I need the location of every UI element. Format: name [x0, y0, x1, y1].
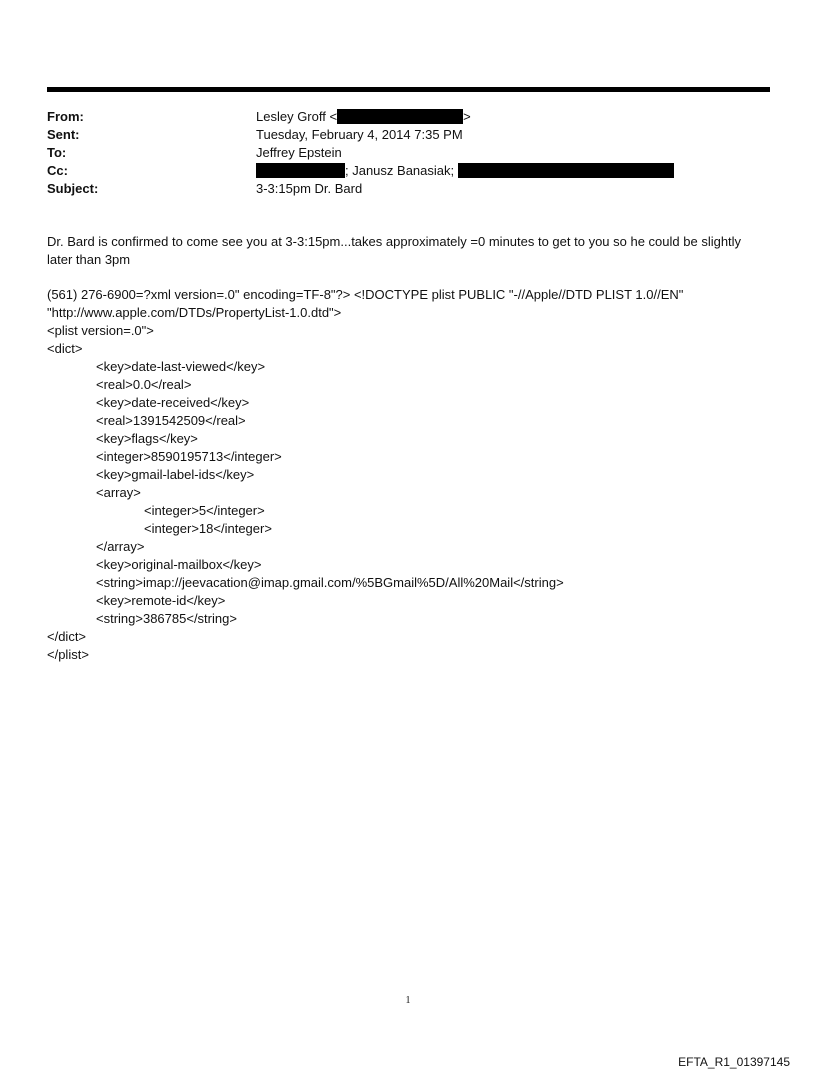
plist-line: <key>original-mailbox</key> — [96, 557, 262, 572]
message-line: later than 3pm — [47, 252, 131, 267]
plist-line: <key>remote-id</key> — [96, 593, 226, 608]
cc-label: Cc: — [47, 163, 68, 178]
from-row — [47, 108, 770, 126]
subject-value: 3-3:15pm Dr. Bard — [256, 181, 363, 196]
plist-line: <plist version=.0"> — [47, 323, 154, 338]
plist-line: <array> — [96, 485, 141, 500]
plist-line: <integer>5</integer> — [144, 503, 265, 518]
plist-line: <key>date-received</key> — [96, 395, 250, 410]
plist-line: <integer>8590195713</integer> — [96, 449, 282, 464]
from-value — [256, 108, 471, 126]
page-number: 1 — [405, 995, 411, 1006]
from-label: From: — [47, 109, 84, 124]
to-row — [47, 144, 770, 162]
document-id: EFTA_R1_01397145 — [678, 1055, 790, 1069]
plist-line: </plist> — [47, 647, 89, 662]
sent-value: Tuesday, February 4, 2014 7:35 PM — [256, 127, 463, 142]
redaction-box — [337, 109, 463, 124]
plist-line: <integer>18</integer> — [144, 521, 272, 536]
plist-line: </array> — [96, 539, 145, 554]
plist-line: <real>0.0</real> — [96, 377, 192, 392]
header-divider — [47, 87, 770, 92]
plist-line: </dict> — [47, 629, 87, 644]
plist-line: "http://www.apple.com/DTDs/PropertyList-1.0.dtd"> — [47, 305, 342, 320]
plist-line: <dict> — [47, 341, 83, 356]
subject-row — [47, 180, 770, 198]
plist-line: <real>1391542509</real> — [96, 413, 246, 428]
redaction-box — [256, 163, 345, 178]
sent-row — [47, 126, 770, 144]
subject-label: Subject: — [47, 181, 99, 196]
email-header — [47, 108, 770, 198]
cc-value — [256, 162, 674, 180]
email-body — [47, 233, 775, 664]
plist-line: <string>imap://jeevacation@imap.gmail.com/%5BGmail%5D/All%20Mail</string> — [96, 575, 564, 590]
message-line: Dr. Bard is confirmed to come see you at 3-3:15pm...takes approximately =0 minutes to get to you so he could be slightly — [47, 234, 742, 249]
to-label: To: — [47, 145, 67, 160]
cc-row — [47, 162, 770, 180]
plist-line: <key>flags</key> — [96, 431, 198, 446]
redaction-box — [458, 163, 674, 178]
sent-label: Sent: — [47, 127, 80, 142]
from-name: Lesley Groff < — [256, 109, 338, 124]
plist-line: <key>gmail-label-ids</key> — [96, 467, 255, 482]
to-value: Jeffrey Epstein — [256, 145, 342, 160]
from-close: > — [463, 109, 471, 124]
plist-line: (561) 276-6900=?xml version=.0" encoding=TF-8"?> <!DOCTYPE plist PUBLIC "-//Apple//DTD PLIST 1.0//EN" — [47, 287, 684, 302]
plist-line: <key>date-last-viewed</key> — [96, 359, 266, 374]
cc-text: ; Janusz Banasiak; — [345, 163, 455, 178]
plist-line: <string>386785</string> — [96, 611, 237, 626]
